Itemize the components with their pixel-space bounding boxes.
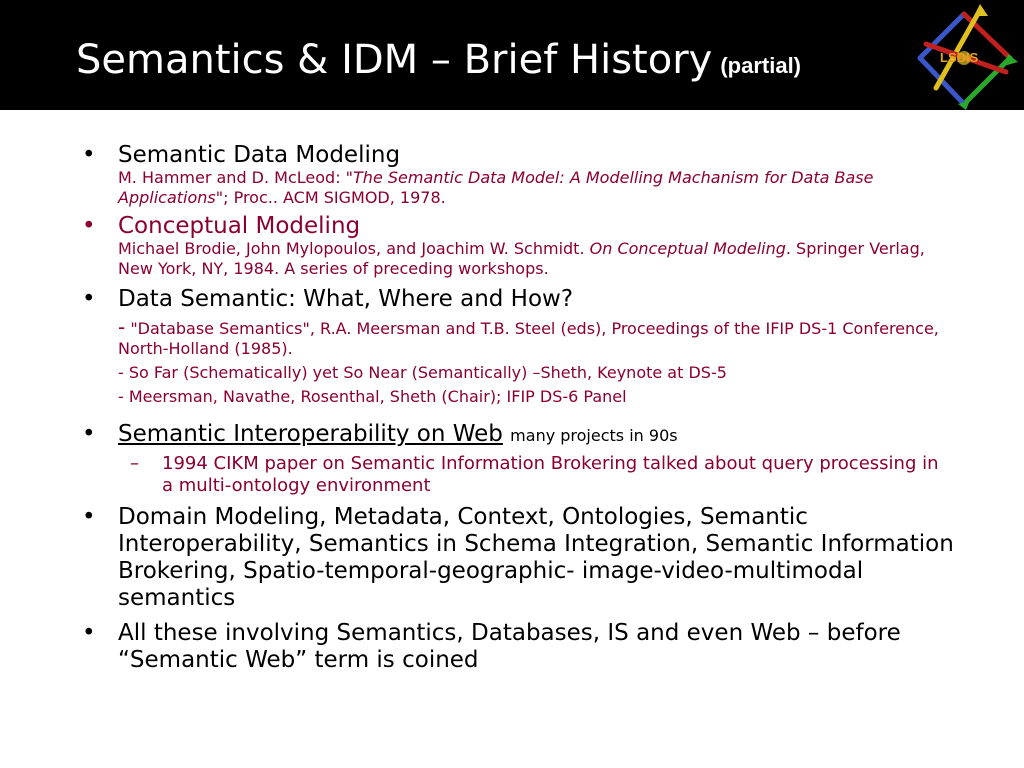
list-item: Domain Modeling, Metadata, Context, Ontologies, Semantic Interoperability, Semantics in Schema Integration, Semantic Information Brokering, Spatio-temporal-geographic- image-video-multimodal semantics <box>118 504 954 611</box>
bullet: • <box>82 504 96 530</box>
item-reference: - "Database Semantics", R.A. Meersman and T.B. Steel (eds), Proceedings of the IFIP DS-1 Conference, North-Holland (1985). <box>118 315 939 358</box>
list-item <box>118 286 958 407</box>
bullet: • <box>82 286 96 312</box>
svg-text:LSDIS: LSDIS <box>940 50 979 65</box>
bullet: • <box>82 421 96 447</box>
sub-bullet: – <box>130 453 139 474</box>
list-item: All these involving Semantics, Databases, IS and even Web – before “Semantic Web” term is coined <box>118 620 901 673</box>
list-item <box>118 142 958 208</box>
item-reference: M. Hammer and D. McLeod: "The Semantic Data Model: A Modelling Machanism for Data Base Applications"; Proc.. ACM SIGMOD, 1978. <box>118 168 874 207</box>
sub-item: 1994 CIKM paper on Semantic Information Brokering talked about query processing in a multi-ontology environment <box>162 453 939 496</box>
item-reference: - So Far (Schematically) yet So Near (Semantically) –Sheth, Keynote at DS-5 <box>118 363 727 382</box>
item-note: many projects in 90s <box>510 426 678 445</box>
title-bar <box>0 0 1024 110</box>
bullet: • <box>82 213 96 239</box>
item-reference: Michael Brodie, John Mylopoulos, and Joachim W. Schmidt. On Conceptual Modeling. Springer Verlag, New York, NY, 1984. A series of preceding workshops. <box>118 239 925 278</box>
item-reference: - Meersman, Navathe, Rosenthal, Sheth (Chair); IFIP DS-6 Panel <box>118 387 627 406</box>
item-heading: Data Semantic: What, Where and How? <box>118 286 574 312</box>
title-suffix: (partial) <box>720 53 802 78</box>
list-item <box>118 213 958 279</box>
list-item <box>118 421 958 449</box>
bullet: • <box>82 620 96 646</box>
lsdis-logo <box>906 0 1024 110</box>
bullet: • <box>82 142 96 168</box>
item-heading: Semantic Interoperability on Web <box>118 421 503 447</box>
slide-title: Semantics & IDM – Brief History (partial) <box>76 37 802 83</box>
item-heading: Conceptual Modeling <box>118 213 361 239</box>
item-heading: Semantic Data Modeling <box>118 142 401 168</box>
